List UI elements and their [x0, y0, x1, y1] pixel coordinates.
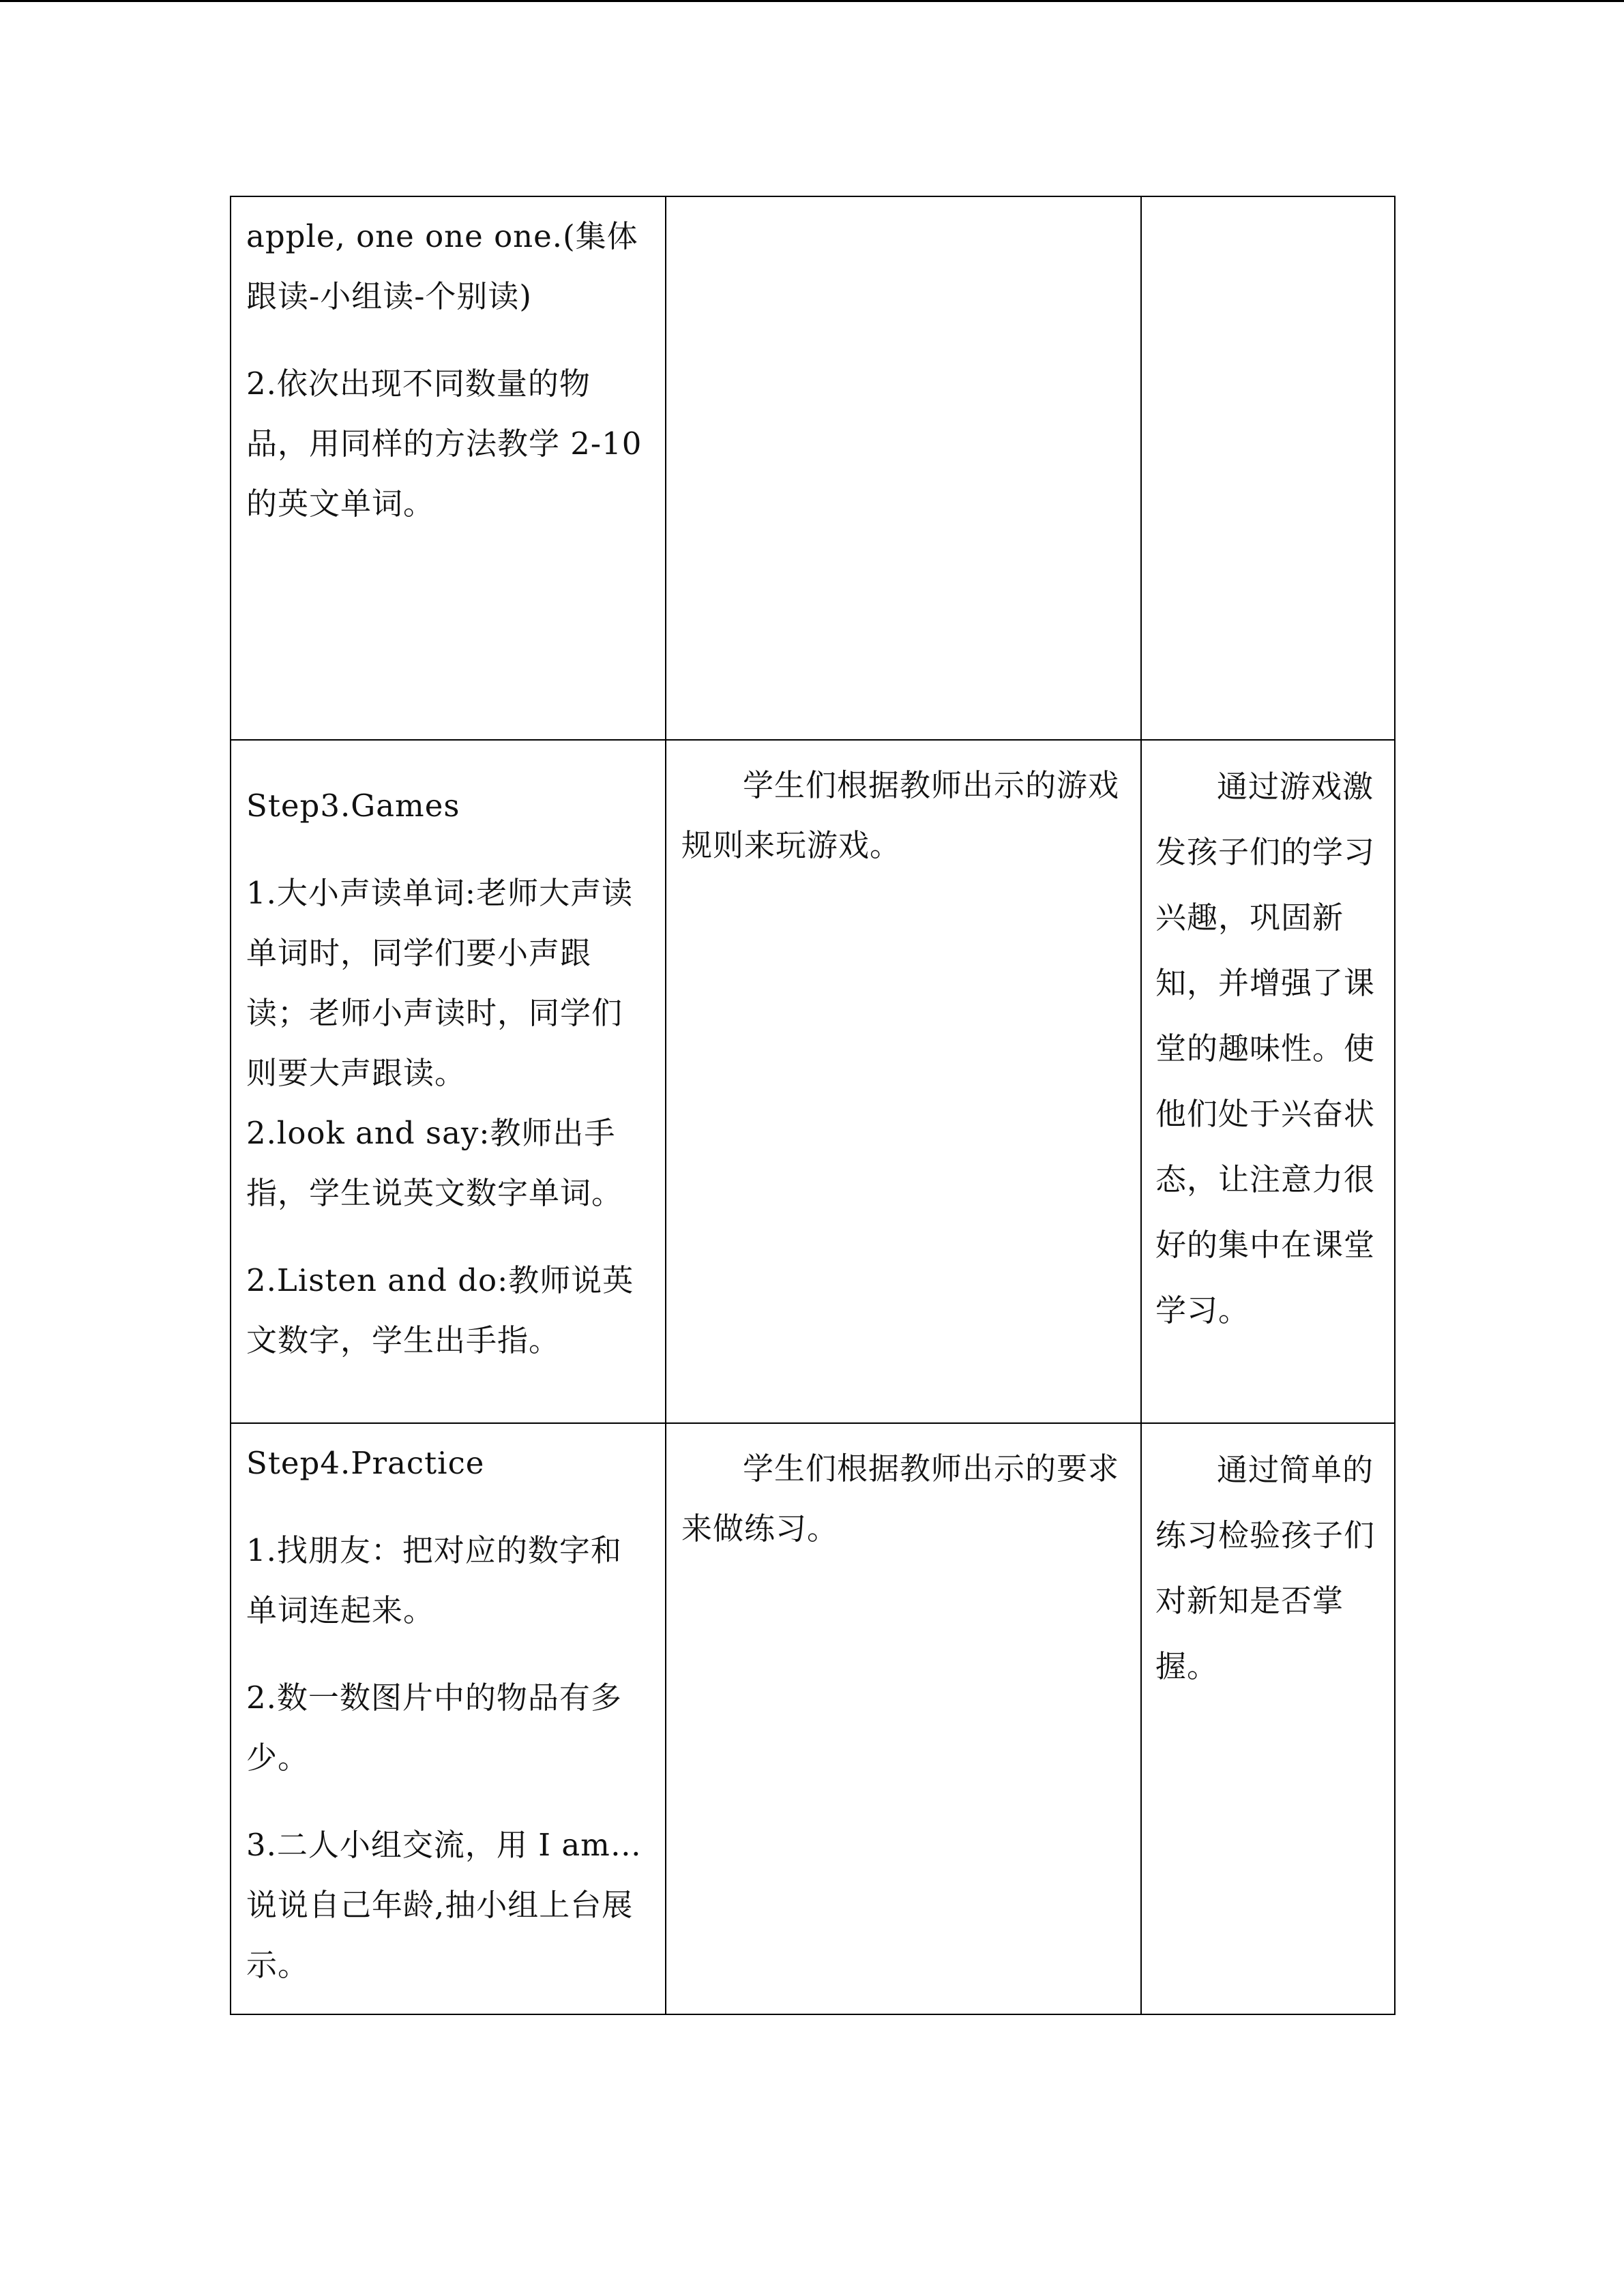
step3-student-activity: 学生们根据教师出示的游戏规则来玩游戏。	[681, 767, 1120, 863]
design-purpose-cell	[1141, 740, 1395, 1423]
step3-item-1: 1.大小声读单词:老师大声读单词时，同学们要小声跟读；老师小声读时，同学们则要大声跟读。	[246, 875, 634, 1091]
table-row	[231, 1423, 1395, 2014]
student-activity-cell	[666, 740, 1141, 1423]
step4-student-activity: 学生们根据教师出示的要求来做练习。	[681, 1450, 1120, 1547]
step4-title: Step4.Practice	[246, 1445, 485, 1481]
step3-item-2: 2.look and say:教师出手指，学生说英文数字单词。	[246, 1115, 623, 1211]
step4-item-2: 2.数一数图片中的物品有多少。	[246, 1680, 622, 1776]
step2-line-2: 2.依次出现不同数量的物品，用同样的方法教学 2-10 的英文单词。	[246, 366, 643, 522]
teacher-activity-cell	[231, 740, 666, 1423]
step4-item-3: 3.二人小组交流，用 I am…说说自己年龄,抽小组上台展示。	[246, 1827, 642, 1983]
step3-purpose: 通过游戏激发孩子们的学习兴趣，巩固新知，并增强了课堂的趣味性。使他们处于兴奋状态，让注意力很好的集中在课堂学习。	[1155, 769, 1376, 1328]
teacher-activity-cell	[231, 1423, 666, 2014]
design-purpose-cell	[1141, 196, 1395, 740]
design-purpose-cell	[1141, 1423, 1395, 2014]
step3-title: Step3.Games	[246, 788, 460, 824]
student-activity-cell	[666, 196, 1141, 740]
step4-item-1: 1.找朋友：把对应的数字和单词连起来。	[246, 1532, 622, 1628]
table-row	[231, 740, 1395, 1423]
step2-line-1: apple, one one one.(集体跟读-小组读-个别读)	[246, 218, 638, 314]
step3-item-3: 2.Listen and do:教师说英文数字，学生出手指。	[246, 1262, 634, 1358]
teacher-activity-cell	[231, 196, 666, 740]
step4-purpose: 通过简单的练习检验孩子们对新知是否掌握。	[1155, 1452, 1376, 1684]
student-activity-cell	[666, 1423, 1141, 2014]
lesson-plan-table	[230, 196, 1396, 2015]
table-row	[231, 196, 1395, 740]
page-top-border	[0, 0, 1624, 2]
